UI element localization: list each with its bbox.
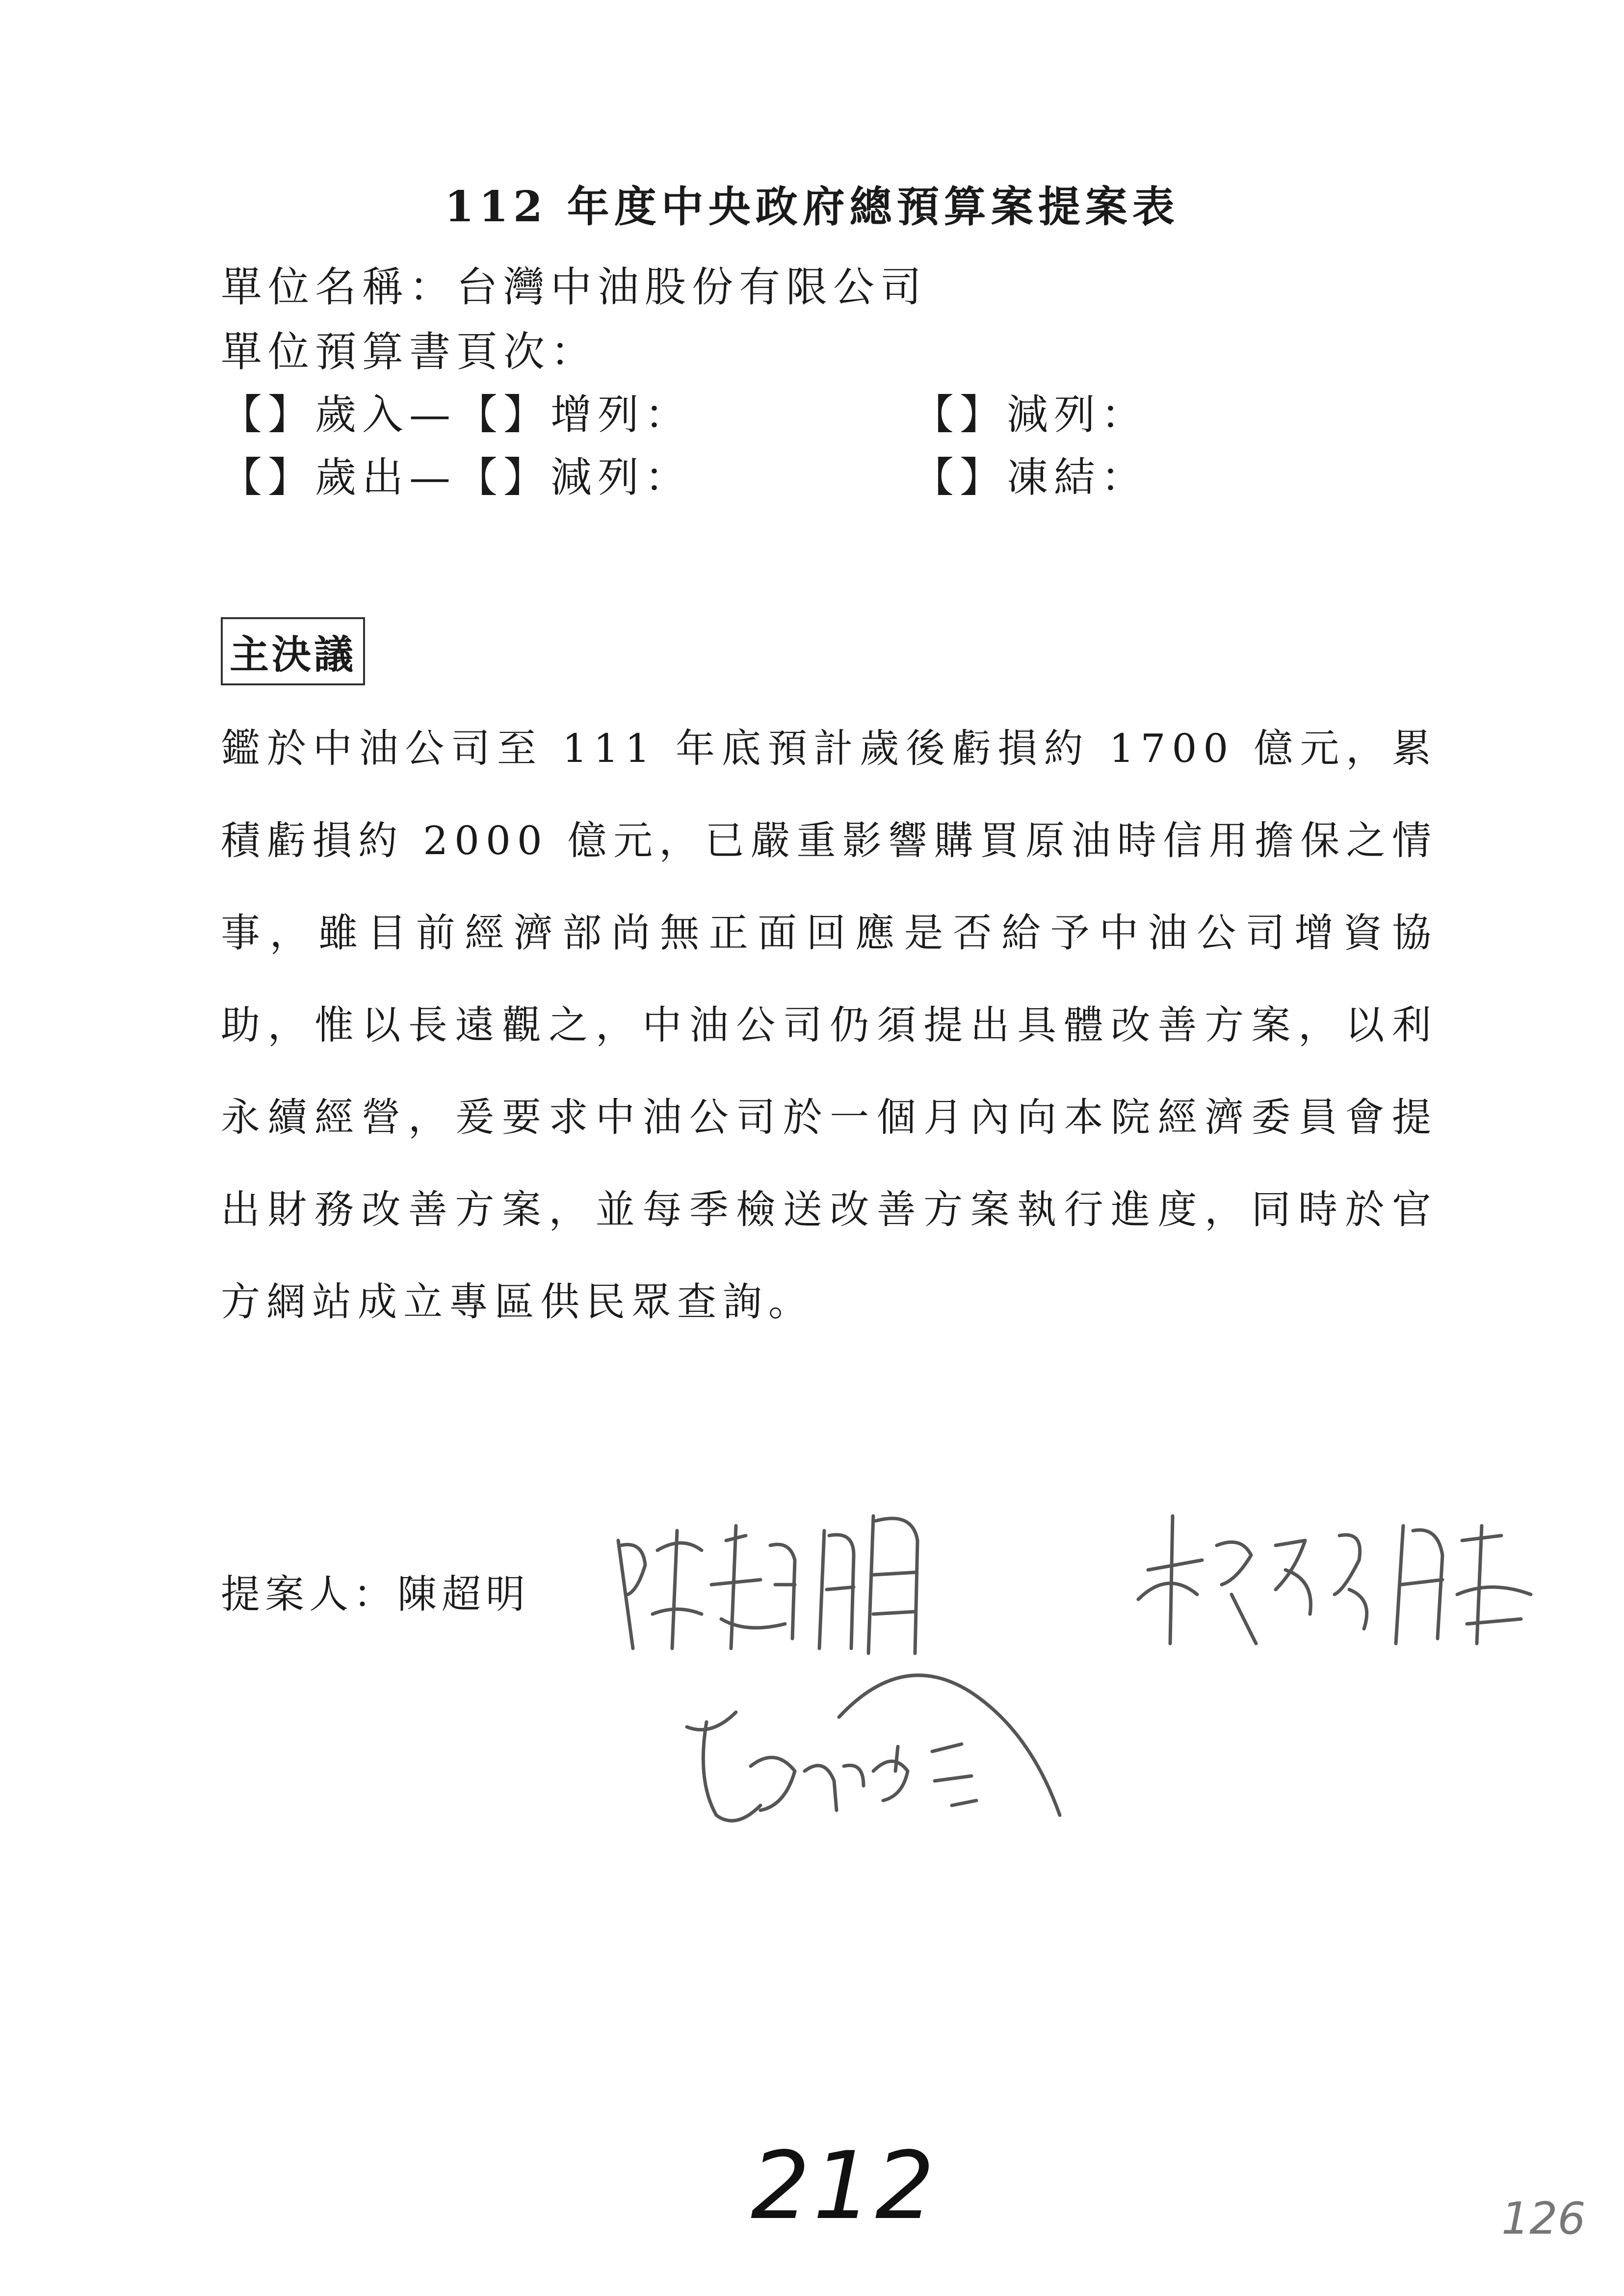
- signature-3: [677, 1658, 1094, 1854]
- section-label: 主決議: [221, 617, 365, 685]
- signature-2: [1128, 1496, 1550, 1663]
- document-title: 112 年度中央政府總預算案提案表: [445, 182, 1179, 232]
- page-number-secondary: 126: [1501, 2193, 1586, 2244]
- revenue-increase-row: 【】歲入—【】增列：: [221, 391, 692, 439]
- expenditure-freeze-row: 【】凍結：: [913, 453, 1149, 501]
- proposer: 提案人：陳超明: [221, 1571, 530, 1617]
- revenue-decrease-row: 【】減列：: [913, 391, 1149, 439]
- budget-page: 單位預算書頁次：: [221, 328, 598, 376]
- page-number: 212: [751, 2132, 938, 2240]
- expenditure-decrease-row: 【】歲出—【】減列：: [221, 453, 692, 501]
- unit-name: 單位名稱：台灣中油股份有限公司: [221, 263, 928, 311]
- resolution-body: 鑑於中油公司至 111 年底預計歲後虧損約 1700 億元，累積虧損約 2000 億元，已嚴重影響購買原油時信用擔保之情事，雖目前經濟部尚無正面回應是否給予中油公司增資協助，惟以長遠觀之，中油公司仍須提出具體改善方案，以利永續經營，爰要求中油公司於一個月內向本院經濟委員會提出財務改善方案，並每季檢送改善方案執行進度，同時於官方網站成立專區供民眾查詢。: [221, 726, 1438, 1325]
